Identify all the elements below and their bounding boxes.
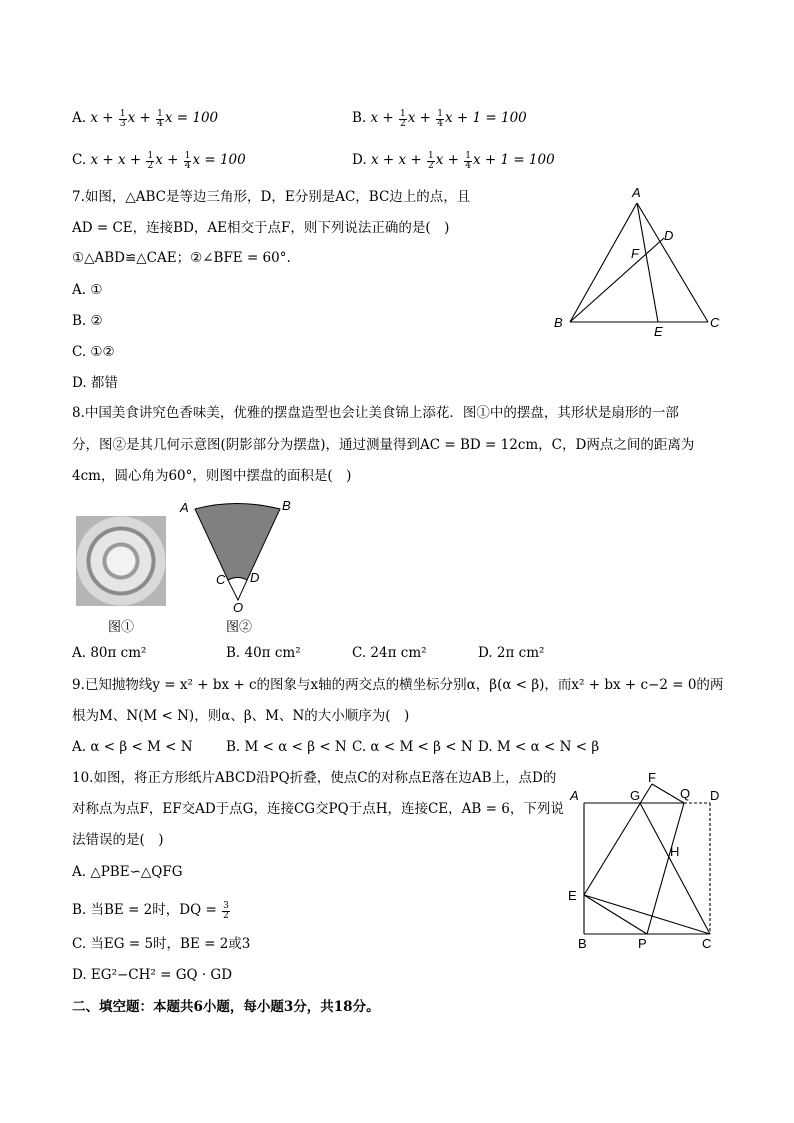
denominator: 3 [119,119,126,130]
q8-option-a: A. 80π cm² [72,645,147,661]
q7-stem-line-2: AD = CE，连接BD，AE相交于点F，则下列说法正确的是( ) [72,220,450,236]
numerator: 1 [119,109,126,120]
denominator: 4 [184,161,191,172]
point-label-d: D [250,570,260,585]
numerator: 1 [157,109,163,120]
expr-part: x = 100 [192,152,246,168]
q6-option-d [352,150,555,171]
segment-bd [570,238,664,322]
segment-cg [640,803,710,934]
fraction [399,110,407,129]
q7-option-d: D. 都错 [72,375,118,391]
point-label-a: A [570,788,579,803]
q6-option-a [72,108,218,129]
point-label-d: D [710,788,720,803]
expr-part: x = 100 [164,110,219,126]
segment-ef [584,784,652,895]
fraction [119,110,127,129]
q9-stem-line-2: 根为M、N(M < N)，则α、β、M、N的大小顺序为( ) [72,708,410,724]
denominator: 2 [147,161,154,172]
denominator: 4 [157,119,163,130]
numerator: 1 [427,151,434,162]
plate-photo [76,516,166,606]
point-label-q: Q [680,786,691,801]
inner-sector [228,578,247,601]
q8-stem-line-2: 分，图②是其几何示意图(阴影部分为摆盘)，通过测量得到AC = BD = 12cm，C，D两点之间的距离为 [72,437,695,453]
expr-part: x + [407,110,436,126]
denominator: 2 [427,161,434,172]
expr-part: x + x + [90,152,146,168]
numerator: 3 [223,901,229,912]
figure-caption-1: 图① [108,620,135,635]
point-label-g: G [630,788,641,803]
option-label: B. [352,110,367,126]
point-label-c: C [702,936,712,951]
q8-sector-figure [176,492,296,616]
q7-stem-line-1: 7.如图，△ABC是等边三角形，D，E分别是AC，BC边上的点，且 [72,189,471,205]
q8-option-d: D. 2π cm² [478,645,545,661]
point-label-e: E [568,888,577,903]
expr-part: x + [435,152,464,168]
q7-option-b: B. ② [72,313,103,329]
segment-pq [647,803,684,934]
numerator: 1 [465,151,471,162]
point-label-f: F [631,246,639,261]
fraction [464,152,472,171]
fraction [146,152,154,171]
numerator: 1 [400,109,406,120]
shaded-plate-region [195,504,280,581]
point-label-c: C [710,315,720,330]
q8-stem-line-3: 4cm，圆心角为60°，则图中摆盘的面积是( ) [72,468,352,484]
q9-option-c: C. α < M < β < N [352,739,473,755]
q10-option-d: D. EG²−CH² = GQ · GD [72,967,233,983]
q10-option-a: A. △PBE∽△QFG [72,864,183,880]
point-label-b: B [578,936,587,951]
q6-option-c [72,150,246,171]
fraction [427,152,435,171]
q8-stem-line-1: 8.中国美食讲究色香味美，优雅的摆盘造型也会让美食锦上添花．图①中的摆盘，其形状是扇形的一部 [72,405,679,421]
point-label-p: P [638,936,647,951]
figure-caption-2: 图② [226,620,253,635]
q9-option-a: A. α < β < M < N [72,739,193,755]
point-label-f: F [648,770,656,785]
q10-option-c: C. 当EG = 5时，BE = 2或3 [72,936,251,952]
denominator: 4 [465,161,471,172]
q7-option-c: C. ①② [72,344,115,360]
point-label-d: D [664,228,674,243]
point-label-b: B [554,315,563,330]
q9-option-d: D. M < α < N < β [478,739,600,755]
q7-triangle-figure [540,180,730,340]
option-label: D. [352,152,367,168]
expr-part: x + [370,110,399,126]
q10-stem-line-2: 对称点为点F，EF交AD于点G，连接CG交PQ于点H，连接CE，AB = 6，下列说 [72,801,564,817]
denominator: 4 [437,119,444,130]
q7-stem-line-3: ①△ABD≌△CAE；②∠BFE = 60°. [72,250,291,266]
option-label: A. [72,110,87,126]
q10-option-b [72,900,231,921]
q9-option-b: B. M < α < β < N [226,739,347,755]
q6-option-b [352,108,527,129]
point-label-a: A [632,185,641,200]
point-label-h: H [670,844,680,859]
expr-part: x + [127,110,156,126]
segment-ce [584,895,710,934]
option-text: B. 当BE = 2时，DQ = [72,902,222,918]
q10-stem-line-1: 10.如图，将正方形纸片ABCD沿PQ折叠，使点C的对称点E落在边AB上，点D的 [72,770,557,786]
option-label: C. [72,152,87,168]
point-label-b: B [282,498,291,513]
point-label-a: A [180,500,189,515]
segment-ep [584,895,647,934]
fraction [184,152,192,171]
fraction [222,902,230,921]
expr-part: x + x + [370,152,426,168]
numerator: 1 [437,109,444,120]
fraction [156,110,164,129]
point-label-e: E [654,324,663,339]
q7-option-a: A. ① [72,282,103,298]
q10-square-figure [562,768,732,954]
point-label-o: O [233,600,244,615]
expr-part: x + [90,110,118,126]
segment-ab [570,203,637,322]
q8-option-c: C. 24π cm² [352,645,427,661]
denominator: 2 [223,911,229,922]
q8-option-b: B. 40π cm² [226,645,301,661]
numerator: 1 [184,151,191,162]
q9-stem-line-1: 9.已知抛物线y = x² + bx + c的图象与x轴的两交点的横坐标分别α，β(α < β)，而x² + bx + c−2 = 0的两 [72,677,724,693]
fraction [436,110,444,129]
point-label-c: C [216,572,226,587]
q10-stem-line-3: 法错误的是( ) [72,832,164,848]
expr-part: x + 1 = 100 [445,110,527,126]
expr-part: x + 1 = 100 [472,152,555,168]
expr-part: x + [155,152,183,168]
section-2-heading: 二、填空题：本题共6小题，每小题3分，共18分。 [72,999,380,1015]
numerator: 1 [147,151,154,162]
denominator: 2 [400,119,406,130]
